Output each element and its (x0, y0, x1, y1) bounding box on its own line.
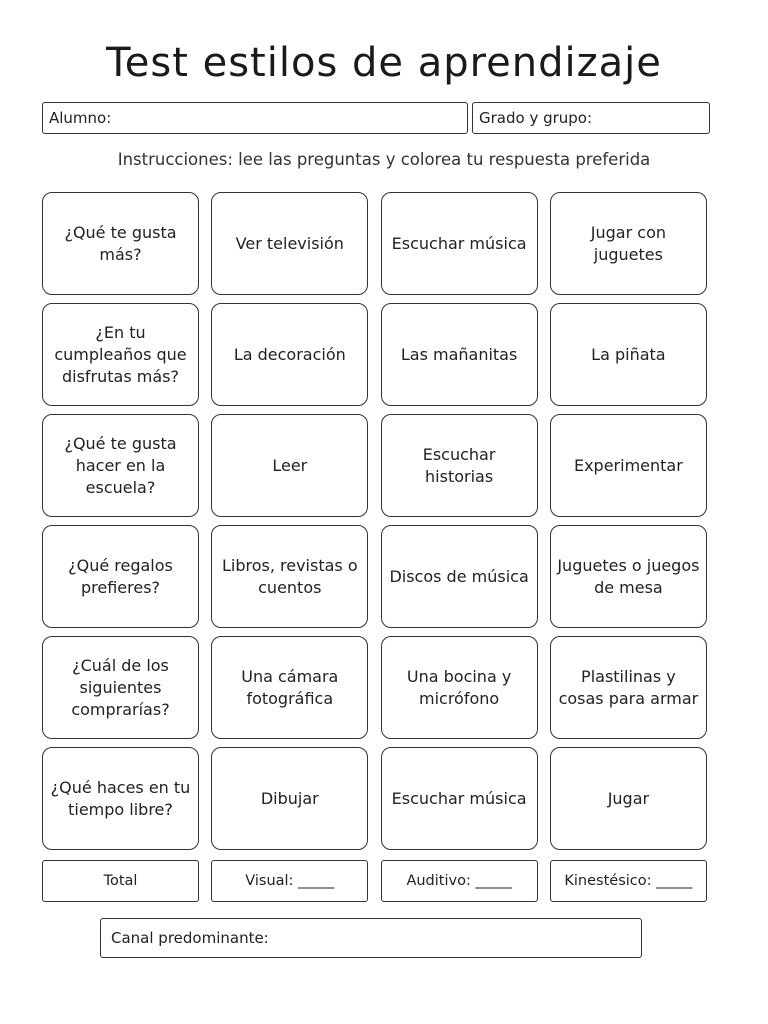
answer-6-kinestesico[interactable]: Jugar (550, 747, 707, 850)
question-2: ¿En tu cumpleaños que disfrutas más? (42, 303, 199, 406)
question-4: ¿Qué regalos prefieres? (42, 525, 199, 628)
answer-4-auditivo[interactable]: Discos de música (381, 525, 538, 628)
answer-3-visual[interactable]: Leer (211, 414, 368, 517)
answer-2-visual[interactable]: La decoración (211, 303, 368, 406)
page-title: Test estilos de aprendizaje (106, 40, 662, 86)
answer-3-kinestesico[interactable]: Experimentar (550, 414, 707, 517)
instructions-text: Instrucciones: lee las preguntas y colorea tu respuesta preferida (117, 150, 651, 169)
test-grid (42, 192, 710, 850)
answer-2-kinestesico[interactable]: La piñata (550, 303, 707, 406)
answer-1-auditivo[interactable]: Escuchar música (381, 192, 538, 295)
question-1: ¿Qué te gusta más? (42, 192, 199, 295)
answer-6-visual[interactable]: Dibujar (211, 747, 368, 850)
total-label: Total (42, 860, 199, 902)
answer-5-kinestesico[interactable]: Plastilinas y cosas para armar (550, 636, 707, 739)
question-6: ¿Qué haces en tu tiempo libre? (42, 747, 199, 850)
answer-2-auditivo[interactable]: Las mañanitas (381, 303, 538, 406)
alumno-field[interactable]: Alumno: (42, 102, 468, 134)
canal-predominante-field[interactable]: Canal predominante: (100, 918, 642, 958)
answer-5-visual[interactable]: Una cámara fotográfica (211, 636, 368, 739)
question-5: ¿Cuál de los siguientes comprarías? (42, 636, 199, 739)
answer-4-visual[interactable]: Libros, revistas o cuentos (211, 525, 368, 628)
answer-5-auditivo[interactable]: Una bocina y micrófono (381, 636, 538, 739)
auditivo-total-field[interactable]: Auditivo: _____ (381, 860, 538, 902)
visual-total-field[interactable]: Visual: _____ (211, 860, 368, 902)
answer-1-kinestesico[interactable]: Jugar con juguetes (550, 192, 707, 295)
question-3: ¿Qué te gusta hacer en la escuela? (42, 414, 199, 517)
answer-3-auditivo[interactable]: Escuchar historias (381, 414, 538, 517)
grado-grupo-field[interactable]: Grado y grupo: (472, 102, 710, 134)
answer-4-kinestesico[interactable]: Juguetes o juegos de mesa (550, 525, 707, 628)
answer-1-visual[interactable]: Ver televisión (211, 192, 368, 295)
answer-6-auditivo[interactable]: Escuchar música (381, 747, 538, 850)
totals-row (42, 860, 710, 902)
kinestesico-total-field[interactable]: Kinestésico: _____ (550, 860, 707, 902)
